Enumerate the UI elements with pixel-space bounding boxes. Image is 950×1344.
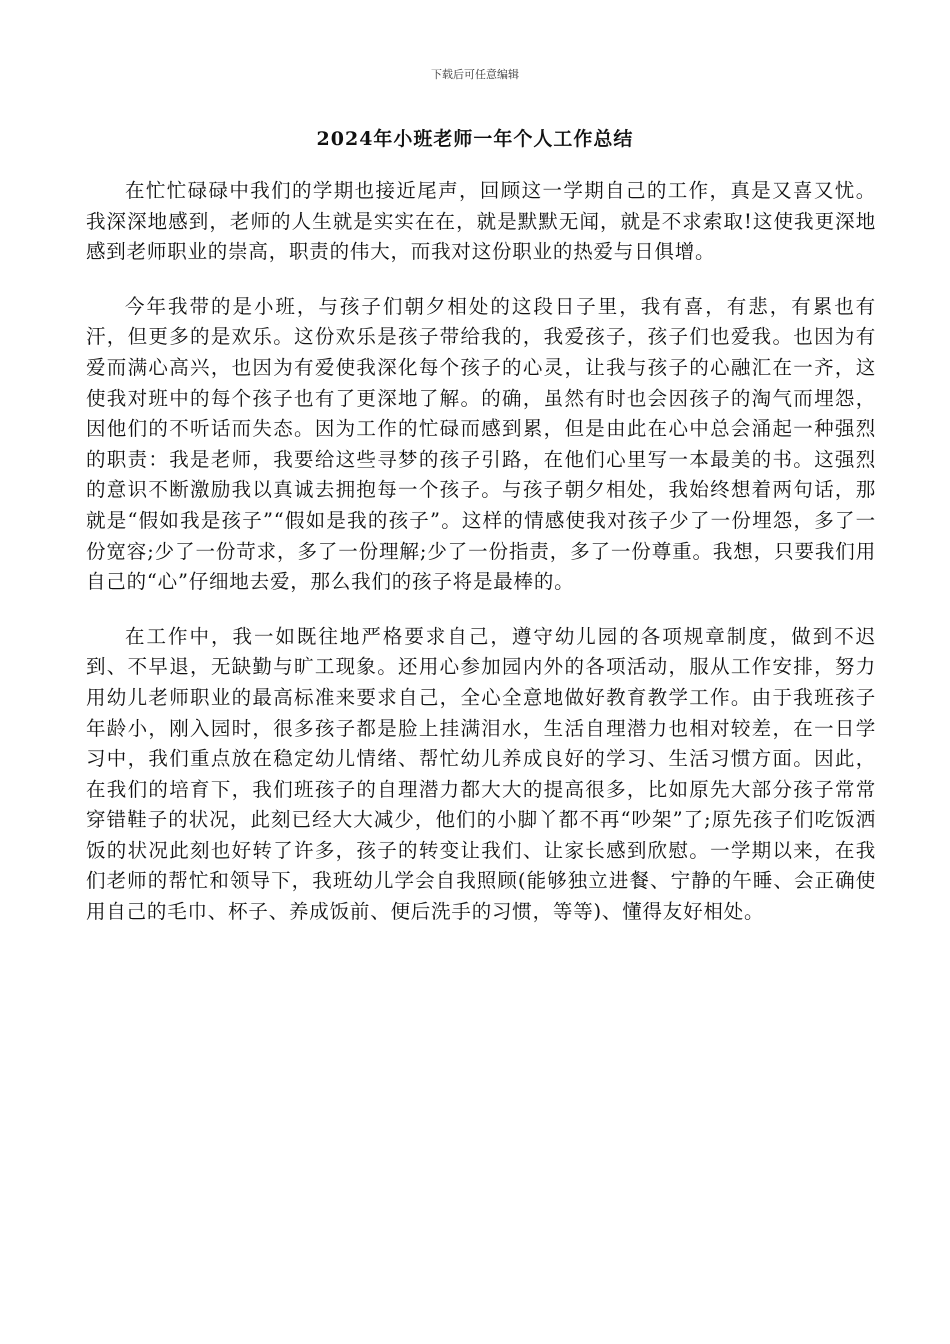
paragraph-1: 在忙忙碌碌中我们的学期也接近尾声，回顾这一学期自己的工作，真是又喜又忧。我深深地感到，老师的人生就是实实在在，就是默默无闻，就是不求索取!这使我更深地感到老师职业的崇高，职责的伟大，而我对这份职业的热爱与日俱增。 xyxy=(86,179,876,264)
document-body xyxy=(86,176,876,952)
paragraph-3: 在工作中，我一如既往地严格要求自己，遵守幼儿园的各项规章制度，做到不迟到、不早退，无缺勤与旷工现象。还用心参加园内外的各项活动，服从工作安排，努力用幼儿老师职业的最高标准来要求自己，全心全意地做好教育教学工作。由于我班孩子年龄小，刚入园时，很多孩子都是脸上挂满泪水，生活自理潜力也相对较差，在一日学习中，我们重点放在稳定幼儿情绪、帮忙幼儿养成良好的学习、生活习惯方面。因此，在我们的培育下，我们班孩子的自理潜力都大大的提高很多，比如原先大部分孩子常常穿错鞋子的状况，此刻已经大大减少，他们的小脚丫都不再“吵架”了;原先孩子们吃饭洒饭的状况此刻也好转了许多，孩子的转变让我们、让家长感到欣慰。一学期以来，在我们老师的帮忙和领导下，我班幼儿学会自我照顾(能够独立进餐、宁静的午睡、会正确使用自己的毛巾、杯子、养成饭前、便后洗手的习惯，等等)、懂得友好相处。 xyxy=(86,624,876,924)
paragraph-2: 今年我带的是小班，与孩子们朝夕相处的这段日子里，我有喜，有悲，有累也有汗，但更多的是欢乐。这份欢乐是孩子带给我的，我爱孩子，孩子们也爱我。也因为有爱而满心高兴，也因为有爱使我深化每个孩子的心灵，让我与孩子的心融汇在一齐，这使我对班中的每个孩子也有了更深地了解。的确，虽然有时也会因孩子的淘气而埋怨，因他们的不听话而失态。因为工作的忙碌而感到累，但是由此在心中总会涌起一种强烈的职责：我是老师，我要给这些寻梦的孩子引路，在他们心里写一本最美的书。这强烈的意识不断激励我以真诚去拥抱每一个孩子。与孩子朝夕相处，我始终想着两句话，那就是“假如我是孩子”“假如是我的孩子”。这样的情感使我对孩子少了一份埋怨，多了一份宽容;少了一份苛求，多了一份理解;少了一份指责，多了一份尊重。我想，只要我们用自己的“心”仔细地去爱，那么我们的孩子将是最棒的。 xyxy=(86,294,876,594)
header-note: 下载后可任意编辑 xyxy=(431,68,519,81)
document-title: 2024年小班老师一年个人工作总结 xyxy=(316,128,634,150)
